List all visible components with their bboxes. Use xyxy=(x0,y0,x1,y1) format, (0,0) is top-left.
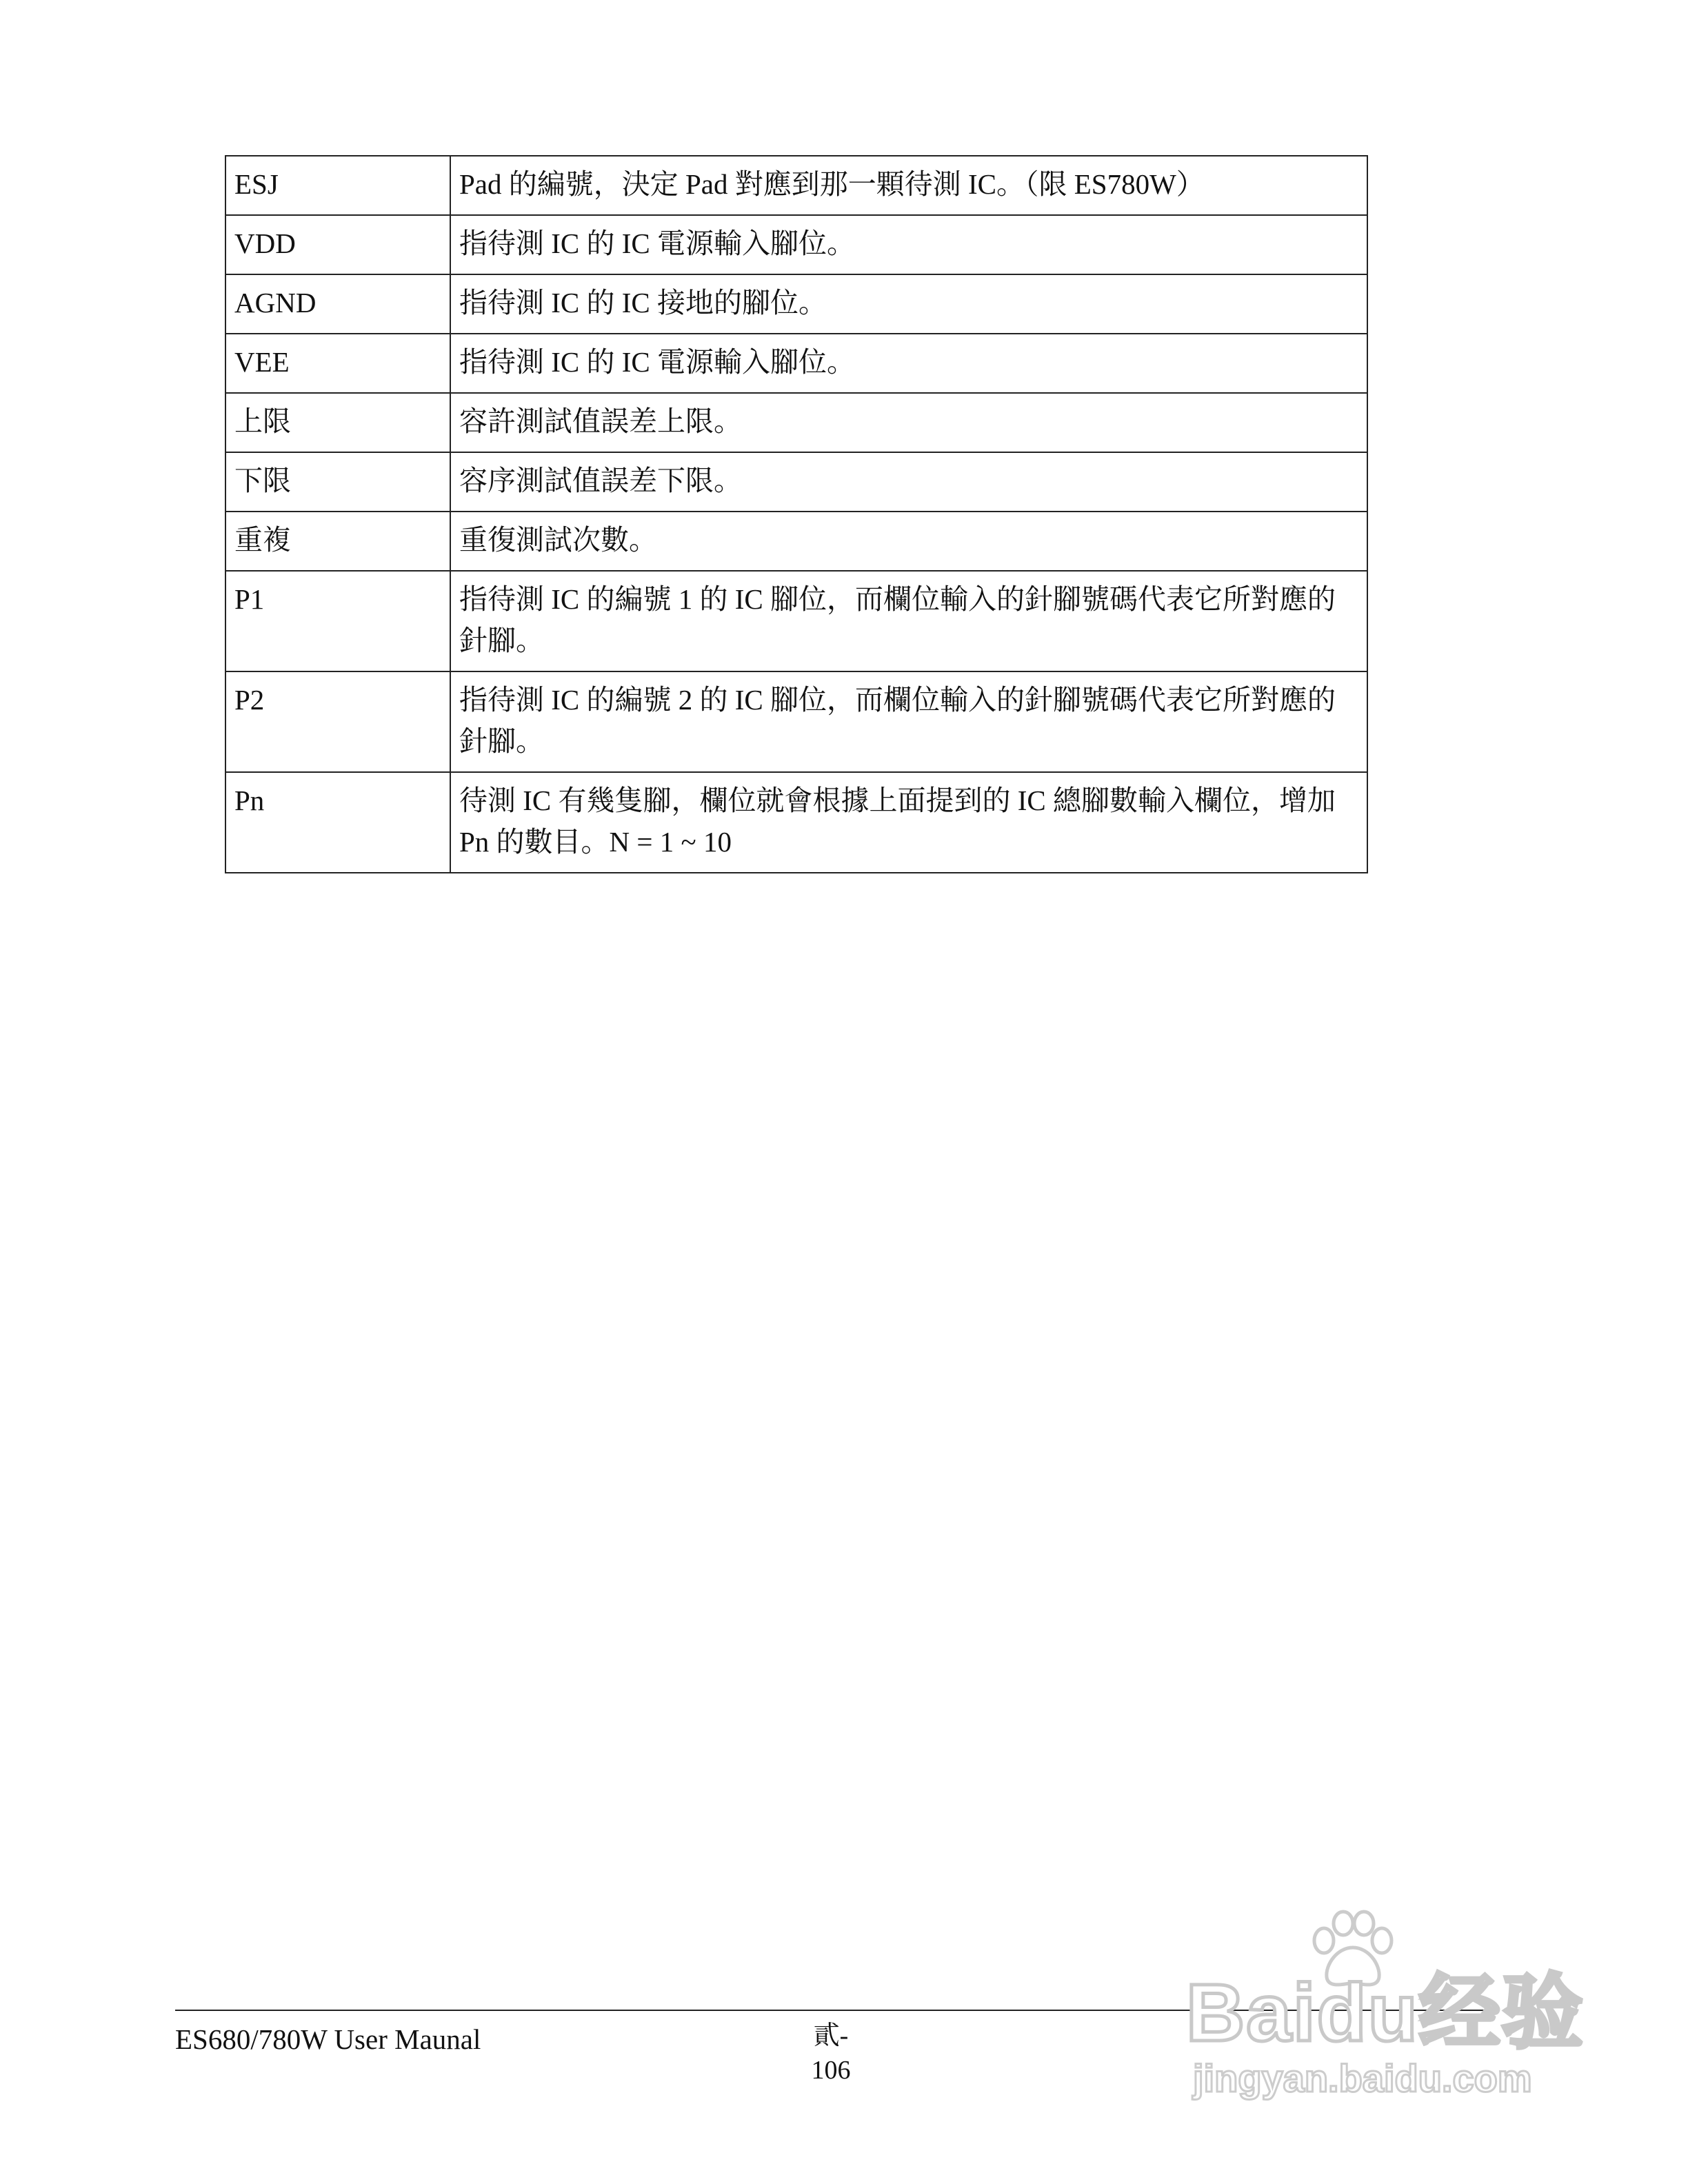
table-row xyxy=(225,274,1367,334)
param-name-cell: ESJ xyxy=(225,156,450,215)
table-row xyxy=(225,512,1367,571)
table-row xyxy=(225,772,1367,873)
footer-page-number xyxy=(800,2019,862,2087)
param-description-cell: 待測 IC 有幾隻腳，欄位就會根據上面提到的 IC 總腳數輸入欄位，增加 Pn 的數目。N = 1 ~ 10 xyxy=(450,772,1367,873)
param-name-cell: VDD xyxy=(225,215,450,274)
footer-manual-title: ES680/780W User Maunal xyxy=(175,2023,481,2055)
param-description-cell: Pad 的編號，決定 Pad 對應到那一顆待測 IC。（限 ES780W） xyxy=(450,156,1367,215)
table-row xyxy=(225,156,1367,215)
param-name-cell: Pn xyxy=(225,772,450,873)
table-row xyxy=(225,571,1367,671)
table-row xyxy=(225,452,1367,512)
param-description-cell: 容許測試值誤差上限。 xyxy=(450,393,1367,452)
param-description-cell: 容序測試值誤差下限。 xyxy=(450,452,1367,512)
param-name-cell: AGND xyxy=(225,274,450,334)
table-row xyxy=(225,671,1367,772)
param-name-cell: 重複 xyxy=(225,512,450,571)
parameter-table xyxy=(225,155,1368,873)
param-name-cell: P1 xyxy=(225,571,450,671)
table-row xyxy=(225,393,1367,452)
page-prefix: 貳- xyxy=(813,2021,849,2050)
param-description-cell: 指待測 IC 的 IC 接地的腳位。 xyxy=(450,274,1367,334)
watermark-url: jingyan.baidu.com xyxy=(1193,2056,1532,2100)
param-description-cell: 指待測 IC 的 IC 電源輸入腳位。 xyxy=(450,334,1367,393)
param-name-cell: 上限 xyxy=(225,393,450,452)
param-name-cell: P2 xyxy=(225,671,450,772)
param-description-cell: 指待測 IC 的編號 2 的 IC 腳位，而欄位輸入的針腳號碼代表它所對應的針腳。 xyxy=(450,671,1367,772)
table-row xyxy=(225,215,1367,274)
page-number: 106 xyxy=(811,2056,851,2085)
param-name-cell: VEE xyxy=(225,334,450,393)
param-description-cell: 指待測 IC 的 IC 電源輸入腳位。 xyxy=(450,215,1367,274)
param-description-cell: 重復測試次數。 xyxy=(450,512,1367,571)
param-description-cell: 指待測 IC 的編號 1 的 IC 腳位，而欄位輸入的針腳號碼代表它所對應的針腳。 xyxy=(450,571,1367,671)
param-name-cell: 下限 xyxy=(225,452,450,512)
table-row xyxy=(225,334,1367,393)
watermark-brand: Baidu经验 xyxy=(1186,1968,1585,2059)
baidu-jingyan-watermark xyxy=(1172,1903,1586,2110)
